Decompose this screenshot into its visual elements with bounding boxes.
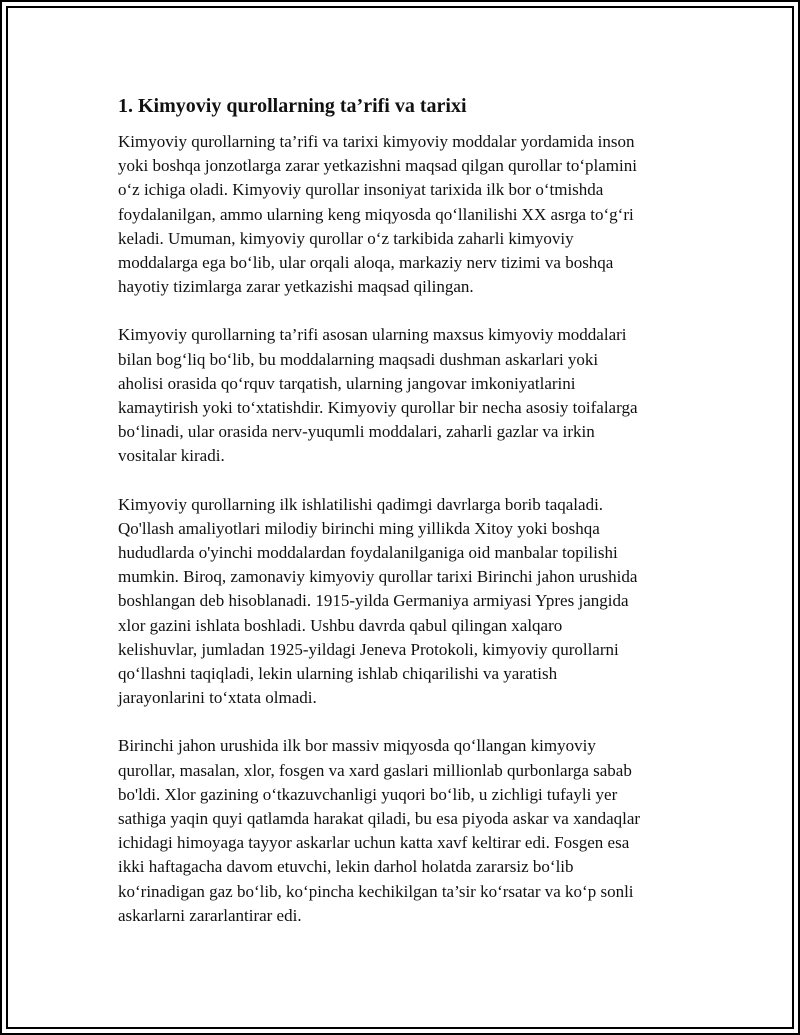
paragraph-line: Kimyoviy qurollarning ta’rifi asosan ularning maxsus kimyoviy moddalari — [118, 325, 627, 345]
paragraph-line: foydalanilgan, ammo ularning keng miqyosda qo‘llanilishi XX asrga to‘g‘ri — [118, 204, 634, 224]
paragraph-line: kamaytirish yoki to‘xtatishdir. Kimyoviy qurollar bir necha asosiy toifalarga — [118, 398, 638, 418]
paragraph-line: o‘z ichiga oladi. Kimyoviy qurollar insoniyat tarixida ilk bor o‘tmishda — [118, 180, 604, 200]
paragraph-line: yoki boshqa jonzotlarga zarar yetkazishni maqsad qilgan qurollar to‘plamini — [118, 156, 637, 176]
paragraph-line: ikki haftagacha davom etuvchi, lekin darhol holatda zararsiz bo‘lib — [118, 857, 574, 877]
paragraph-line: hududlarda o'yinchi moddalardan foydalanilganiga oid manbalar topilishi — [118, 543, 618, 563]
paragraph-line: hayotiy tizimlarga zarar yetkazishi maqsad qilingan. — [118, 277, 474, 297]
paragraph-line: kelishuvlar, jumladan 1925-yildagi Jeneva Protokoli, kimyoviy qurollarni — [118, 639, 619, 659]
paragraph-line: keladi. Umuman, kimyoviy qurollar o‘z tarkibida zaharli kimyoviy — [118, 228, 574, 248]
paragraph-line: Qo'llash amaliyotlari milodiy birinchi ming yillikda Xitoy yoki boshqa — [118, 518, 600, 538]
section-heading: 1. Kimyoviy qurollarning ta’rifi va tarixi — [118, 95, 467, 117]
paragraph-line: qo‘llashni taqiqladi, lekin ularning ishlab chiqarilishi va yaratish — [118, 664, 558, 684]
paragraph-line: Birinchi jahon urushida ilk bor massiv miqyosda qo‘llangan kimyoviy — [118, 736, 596, 756]
paragraph-line: qurollar, masalan, xlor, fosgen va xard gaslari millionlab qurbonlarga sabab — [118, 760, 632, 780]
paragraph-line: xlor gazini ishlata boshladi. Ushbu davrda qabul qilingan xalqaro — [118, 615, 563, 635]
paragraph-line: ko‘rinadigan gaz bo‘lib, ko‘pincha kechikilgan ta’sir ko‘rsatar va ko‘p sonli — [118, 881, 634, 901]
paragraph-line: sathiga yaqin quyi qatlamda harakat qiladi, bu esa piyoda askar va xandaqlar — [118, 809, 641, 829]
paragraph-line: Kimyoviy qurollarning ilk ishlatilishi qadimgi davrlarga borib taqaladi. — [118, 494, 604, 514]
paragraph-line: askarlarni zararlantirar edi. — [118, 905, 302, 925]
paragraph-line: moddalarga ega bo‘lib, ular orqali aloqa, markaziy nerv tizimi va boshqa — [118, 253, 614, 273]
paragraph-line: mumkin. Biroq, zamonaviy kimyoviy qurollar tarixi Birinchi jahon urushida — [118, 567, 638, 587]
paragraph-4 — [118, 734, 688, 928]
paragraph-line: bilan bog‘liq bo‘lib, bu moddalarning maqsadi dushman askarlari yoki — [118, 349, 599, 369]
paragraph-line: bo‘linadi, ular orasida nerv-yuqumli moddalari, zaharli gazlar va irkin — [118, 422, 595, 442]
paragraph-line: bo'ldi. Xlor gazining o‘tkazuvchanligi yuqori bo‘lib, u zichligi tufayli yer — [118, 784, 618, 804]
paragraph-line: ichidagi himoyaga tayyor askarlar uchun katta xavf keltirar edi. Fosgen esa — [118, 833, 630, 853]
document-body — [118, 92, 688, 952]
paragraph-2 — [118, 323, 688, 468]
paragraph-line: vositalar kiradi. — [118, 446, 225, 466]
paragraph-1 — [118, 130, 688, 299]
paragraph-line: jarayonlarini to‘xtata olmadi. — [118, 688, 317, 708]
paragraph-line: Kimyoviy qurollarning ta’rifi va tarixi kimyoviy moddalar yordamida inson — [118, 132, 635, 151]
paragraph-3 — [118, 493, 688, 711]
paragraph-line: aholisi orasida qo‘rquv tarqatish, ularning jangovar imkoniyatlarini — [118, 373, 576, 393]
paragraph-line: boshlangan deb hisoblanadi. 1915-yilda Germaniya armiyasi Ypres jangida — [118, 591, 629, 611]
